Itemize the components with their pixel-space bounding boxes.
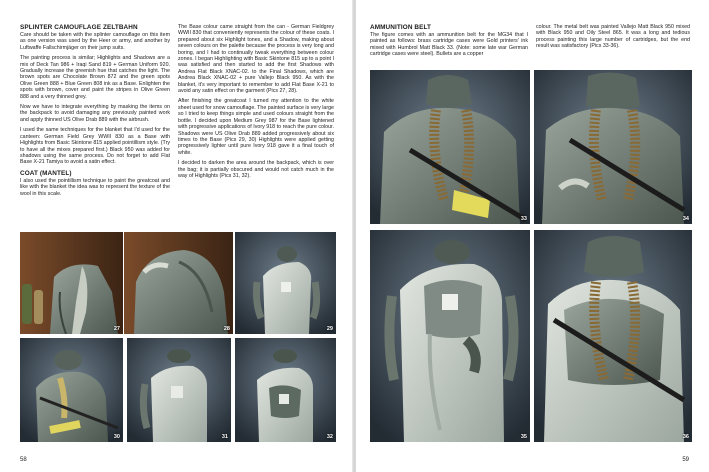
photo-number: 33 [520, 216, 527, 222]
heading-ammunition-belt: AMMUNITION BELT [370, 24, 432, 31]
left-column-2 [178, 24, 334, 183]
paragraph: Now we have to integrate everything by masking the items on the backpack to avoid damaging any previously painted work and apply thinned US Olive Drab 889 with the airbrush. [20, 104, 170, 123]
right-page [356, 0, 709, 472]
paragraph: colour. The metal belt was painted Vallejo Matt Black 950 mixed with Black 950 and Oily Steel 865. It was a long and tedious process painting this large number of cartridges, but the end result was satisfactory (Pics 33-36). [536, 24, 690, 50]
photo-35 [370, 230, 530, 442]
photo-27 [20, 232, 123, 334]
photo-number: 34 [682, 216, 689, 222]
photo-32 [235, 338, 336, 442]
paragraph: After finishing the greatcoat I turned my attention to the white sheet used for snow camouflage. The painted surface is very large so I tried to keep things simple and used colours straight from the bottle. I decided upon Medium Grey 987 for the Base lightened with progressive applications of Ivory 918 to reach the pure colour. Shadows were US Olive Drab 889 added progressively about six times to the Base (Pics 29, 30) Highlights were applied getting progressively lighter until pure Ivory 918 gave it a final touch of white. [178, 98, 334, 156]
paragraph: The Base colour came straight from the can - German Fieldgrey WWII 830 that conveniently represents the colour of these coats. I prepared about six Highlight tones, and a Shadow, making about seven colours on the palette because the process is very long and boring, and I had to continually tweak everything between colour zones. I began Highlighting with Basic Skintone 815 up to a point I was satisfied and then started to add the first Shadows with Andrea Flat Black XNAC-02. to the Final Shadows, which are Andrea Black XNAC-02 + pure Vallejo Black 950. As with the blanket, it's very important to remember to add Flat Base X-21 to avoid any satin effect on the garment (Pics 27, 28). [178, 24, 334, 95]
heading-splinter-camouflage: SPLINTER CAMOUFLAGE ZELTBAHN [20, 24, 138, 31]
photo-number: 36 [682, 434, 689, 440]
page-number-right: 59 [682, 457, 689, 463]
photo-31 [127, 338, 231, 442]
photo-33 [370, 70, 530, 224]
photo-34 [534, 70, 692, 224]
photo-28 [124, 232, 233, 334]
paragraph: I also used the pointillism technique to paint the greatcoat and like with the blanket the idea was to represent the texture of the wool in this scale. [20, 177, 170, 197]
left-page [0, 0, 353, 472]
photo-30 [20, 338, 123, 442]
photo-number: 27 [113, 326, 120, 332]
page-number-left: 58 [20, 457, 27, 463]
photo-number: 28 [223, 326, 230, 332]
right-column-1 [370, 24, 528, 62]
right-column-2 [536, 24, 690, 54]
left-column-1 [20, 24, 170, 201]
photo-number: 32 [326, 434, 333, 440]
photo-number: 31 [221, 434, 228, 440]
paragraph: The figure comes with an ammunition belt for the MG34 that I painted as follows: brass cartridge cases were Gold printers' ink mixed with Humbrol Matt Black 33. (Note: some late war German cartridge cases were steel). Bullets are a copper [370, 32, 528, 58]
paragraph: I decided to darken the area around the backpack, which is over the bag; it is partially obscured and would not catch much in the way of Highlights (Pics 31, 32). [178, 160, 334, 179]
photo-number: 29 [326, 326, 333, 332]
photo-29 [235, 232, 336, 334]
photo-number: 35 [520, 434, 527, 440]
photo-36 [534, 230, 692, 442]
photo-number: 30 [113, 434, 120, 440]
paragraph: Care should be taken with the splinter camouflage on this item as one version was used by the Heer or army, and another by Luftwaffe Fallschirmjäger on their jump suits. [20, 32, 170, 51]
heading-coat: COAT (MANTEL) [20, 169, 72, 177]
paragraph: The painting process is similar; Highlights and Shadows are a mix of Deck Tan 986 + Iraqi Sand 819 + German Uniform 920. Gradually increase the greenish hue that catches the light. The brown spots are Chocolate Brown 872 and the green spots Olive Green 888 + Blue Green 808 ink as a Base. Enlighten the spots with brown, cover and paint the stripes in Olive Green 888 and a very thinned grey. [20, 55, 170, 100]
paragraph: I used the same techniques for the blanket that I'd used for the canteen: German Field Grey WWII 830 as a Base with Highlights from Basic Skintone 815 applied pointillism style. (Try to have all the mixes prepared first.) Black 950 was added for shadows using the same process. Do not forget to add Flat Base X-21 Tamiya to avoid a satin effect. [20, 127, 170, 166]
